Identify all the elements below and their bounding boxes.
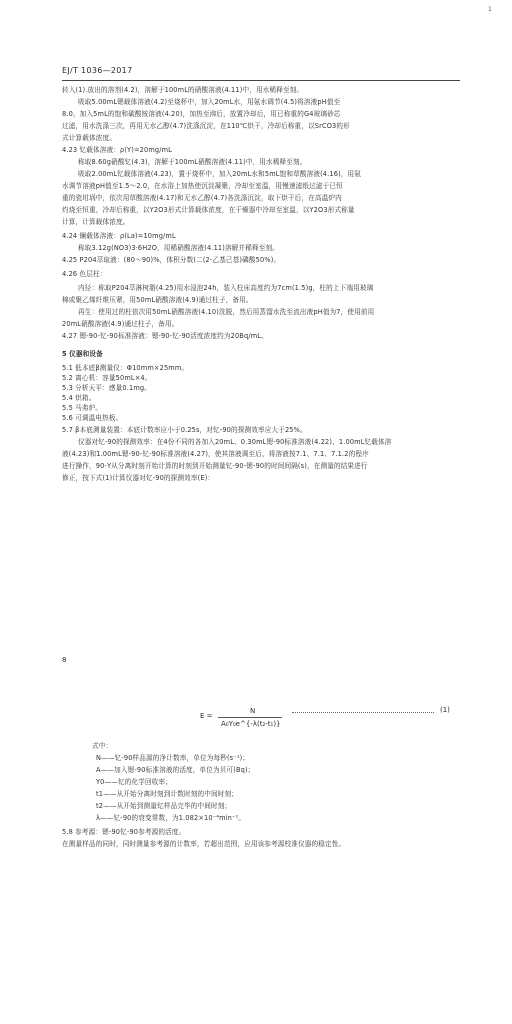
- text-line-l36: A——加入锶-90标准溶液的活度，单位为贝可(Bq)；: [96, 766, 255, 774]
- text-line-l39: t2——从开始到测量钇样品完毕的中间时刻；: [96, 802, 232, 810]
- text-line-l18: 棉或聚乙烯纤维压紧，用50mL硝酸溶液(4.9)通过柱子，备用。: [62, 296, 253, 304]
- text-line-l5: 式计算载体浓度。: [62, 134, 116, 142]
- text-line-l28: 5.6 可调温电热板。: [62, 414, 123, 422]
- formula-numerator: N: [250, 707, 256, 715]
- text-line-l2: 吸取5.00mL锶载体溶液(4.2)至烧杯中，加入20mL水，用氨水调节(4.5)将溶液pH值至: [78, 98, 341, 106]
- text-line-l16: 4.26 色层柱：: [62, 270, 107, 278]
- text-line-l4: 过滤，用水洗涤三次，再用无水乙醇(4.7)洗涤沉淀，在110℃烘干，冷却后称重，以SrCO3的形: [62, 122, 350, 130]
- text-line-l8: 吸取2.00mL钇载体溶液(4.23)，置于烧杯中，加入20mL水和5mL饱和草酸溶液(4.16)，用氨: [78, 170, 362, 178]
- text-line-l19: 再生：使用过的柱依次用50mL硝酸溶液(4.10)洗脱，然后用蒸馏水洗至流出液pH值为7，使用前用: [78, 308, 375, 316]
- text-line-l38: t1——从开始分离时刻到计数时刻的中间时刻；: [96, 790, 238, 798]
- text-line-l40: λ——钇-90的衰变常数，为1.082×10⁻⁴min⁻¹。: [96, 814, 246, 822]
- text-line-l21: 4.27 锶-90-钇-90标准溶液：锶-90-钇-90活度浓度约为20Bq/mL。: [62, 332, 268, 340]
- text-line-l17: 内径：称取P204萃淋树脂(4.25)用水浸泡24h，装入柱床高度约为7cm(1.5)g，柱的上下端用玻璃: [78, 284, 374, 292]
- text-line-l33: 修正，按下式(1)计算仪器对钇-90的探测效率(E)：: [62, 474, 215, 482]
- formula-lhs: E =: [200, 712, 213, 720]
- text-line-l32: 进行操作，90-Y从分离时刻开始计算的时刻到开始测量钇-90-锶-90的时间间隔(s)，在测量的结果进行: [62, 462, 368, 470]
- text-line-l27: 5.5 马弗炉。: [62, 404, 103, 412]
- text-line-l13: 4.24 镧载体溶液：ρ(La)=10mg/mL: [62, 232, 176, 240]
- text-line-l15: 4.25 P204萃取液：(80～90)%，体积分数(二(2-乙基己基)磷酸50%)。: [62, 256, 281, 264]
- text-line-l12: 计算，计算载体浓度。: [62, 218, 130, 226]
- formula-leader-dots: [292, 712, 434, 713]
- text-line-l6: 4.23 钇载体溶液：ρ(Y)=20mg/mL: [62, 146, 172, 154]
- page-number: 8: [62, 656, 67, 664]
- text-line-l1: 转入(1).放出的溶剂(4.2)，溶解于100mL的硝酸溶液(4.11)中，用水稀释至刻。: [62, 86, 304, 94]
- text-line-l25: 5.3 分析天平：感量0.1mg。: [62, 384, 151, 392]
- text-line-l41: 5.8 参考源：锶-90钇-90参考源的活度。: [62, 828, 186, 836]
- text-line-l30: 仪器对钇-90的探测效率：在4份不同的各加入20mL、0.30mL锶-90标准溶液(4.22)、1.00mL钇载体溶: [78, 438, 392, 446]
- text-line-l23: 5.1 低本底β测量仪：Φ10mm×25mm。: [62, 364, 189, 372]
- text-line-l14: 称取3.12g(NO3)3·6H2O，用稀硝酸溶液(4.11)溶解并稀释至刻。: [78, 244, 279, 252]
- text-line-l7: 称取8.60g硝酸钇(4.3)，溶解于100mL硝酸溶液(4.11)中，用水稀释至刻。: [78, 158, 307, 166]
- text-line-l11: 灼烧至恒重，冷却后称重，以Y2O3形式计算载体浓度，在干燥器中冷却至室温，以Y2O3形式称量: [62, 206, 355, 214]
- text-line-l31: 液(4.23)和1.00mL锶-90-钇-90标准溶液(4.27)，使其溶液调至后，将溶液按7.1、7.1、7.1.2的程序: [62, 450, 369, 458]
- standard-code-header: EJ/T 1036—2017: [62, 66, 133, 75]
- text-line-l24: 5.2 离心机：容量50mL×4。: [62, 374, 152, 382]
- header-rule: [62, 80, 460, 81]
- corner-mark: 1: [488, 6, 492, 13]
- text-line-l3: 8.0，加入5mL的饱和碳酸铵溶液(4.20)，加热至沸后，放置冷却后，用已称重的G4玻璃砂芯: [62, 110, 341, 118]
- text-line-l42: 在测量样品的同时，同时测量参考源的计数率，若超出范围，应用该参考源校准仪器的稳定性。: [62, 840, 346, 848]
- text-line-l37: Y0——钇的化学回收率；: [96, 778, 172, 786]
- text-line-l9: 水调节溶液pH值至1.5～2.0，在水浴上加热使沉淀凝聚，冷却至室温，用慢速滤纸过滤于已恒: [62, 182, 343, 190]
- text-line-l34: 式中：: [92, 742, 113, 750]
- text-line-l20: 20mL硝酸溶液(4.9)通过柱子，备用。: [62, 320, 179, 328]
- formula-denominator: A₀Y₀e^{-λ(t₂-t₁)}: [221, 720, 281, 728]
- text-line-l22: 5 仪器和设备: [62, 350, 103, 358]
- formula-fraction-bar: [218, 717, 282, 718]
- formula-number: (1): [440, 706, 450, 714]
- text-line-l29: 5.7 β本底测量装置：本底计数率应小于0.25s，对钇-90的探测效率应大于25%。: [62, 426, 307, 434]
- text-line-l10: 重的瓷坩埚中，依次用草酸溶液(4.17)和无水乙醇(4.7)各洗涤沉淀，取下烘干后，在高温炉内: [62, 194, 342, 202]
- text-line-l26: 5.4 烘箱。: [62, 394, 96, 402]
- text-line-l35: N——钇-90样品源的净计数率，单位为每秒(s⁻¹)；: [96, 754, 250, 762]
